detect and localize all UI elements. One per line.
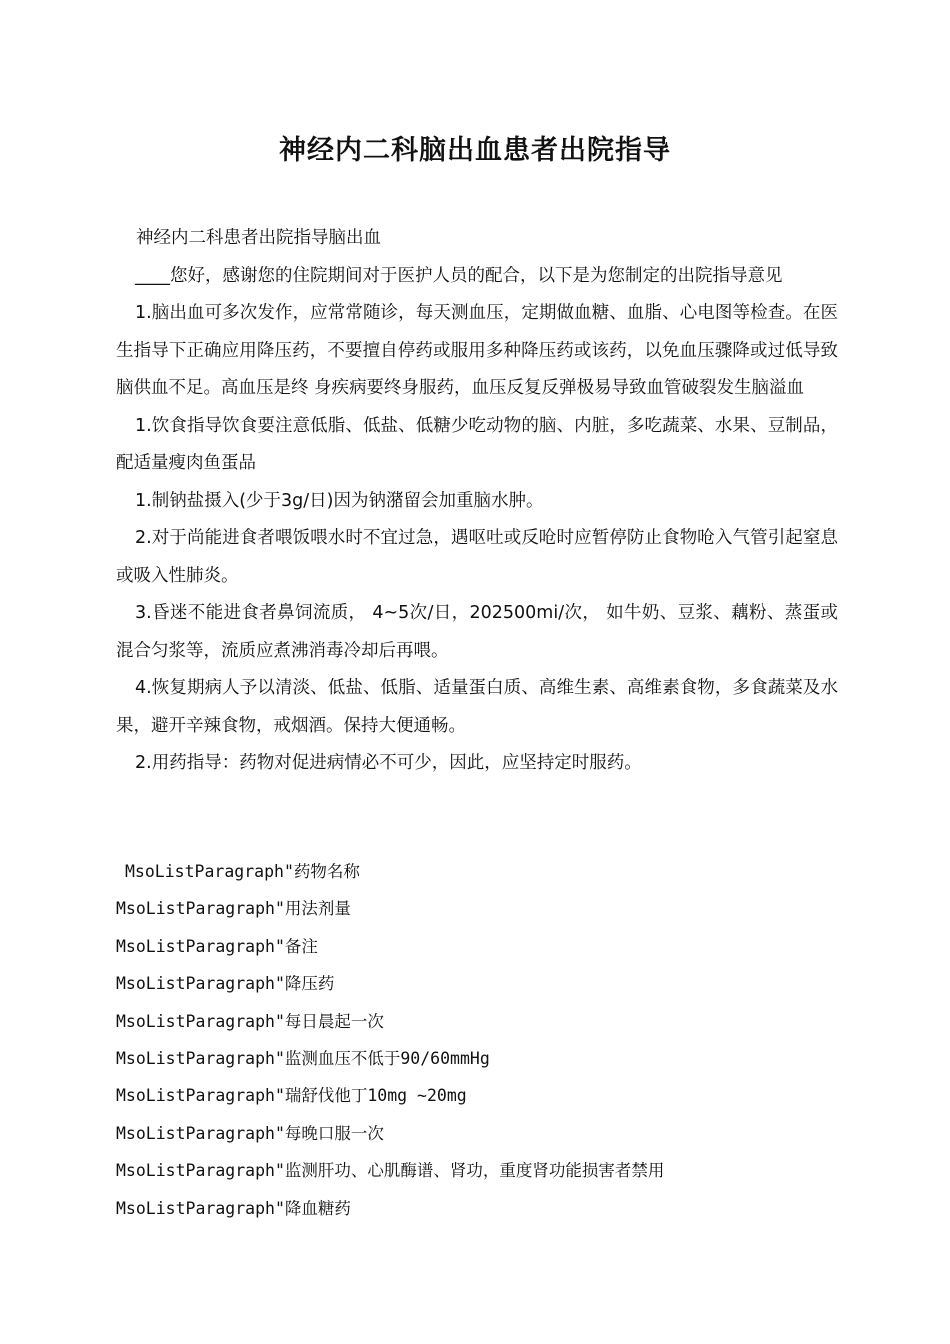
- list-item: MsoListParagraph"降压药: [116, 974, 335, 994]
- list-item: MsoListParagraph"备注: [116, 936, 318, 956]
- paragraph-recovery: 4.恢复期病人予以清淡、低盐、低脂、适量蛋白质、高维生素、高维素食物，多食蔬菜及水果，避开辛辣食物，戒烟酒。保持大便通畅。: [116, 678, 838, 736]
- list-item: MsoListParagraph"监测肝功、心肌酶谱、肾功，重度肾功能损害者禁用: [116, 1161, 665, 1181]
- paragraph-medication: 2.用药指导：药物对促进病情必不可少，因此，应坚持定时服药。: [135, 753, 642, 773]
- medication-list: [116, 853, 838, 1227]
- list-item: MsoListParagraph"每日晨起一次: [116, 1011, 384, 1031]
- paragraph-heading: 神经内二科患者出院指导脑出血: [136, 228, 381, 248]
- list-item: MsoListParagraph"用法剂量: [116, 899, 351, 919]
- list-item: MsoListParagraph"监测血压不低于90/60mmHg: [116, 1049, 490, 1069]
- list-item: MsoListParagraph"每晚口服一次: [116, 1123, 384, 1143]
- paragraph-feeding: 2.对于尚能进食者喂饭喂水时不宜过急，遇呕吐或反呛时应暂停防止食物呛入气管引起窒息或吸入性肺炎。: [116, 528, 838, 586]
- paragraph-diet: 1.饮食指导饮食要注意低脂、低盐、低糖少吃动物的脑、内脏，多吃蔬菜、水果、豆制品，配适量瘦肉鱼蛋品: [116, 415, 838, 473]
- paragraph-follow-up: 1.脑出血可多次发作，应常常随诊，每天测血压，定期做血糖、血脂、心电图等检查。在医生指导下正确应用降压药，不要擅自停药或服用多种降压药或该药，以免血压骤降或过低导致脑供血不足。高血压是终 身疾病要终身服药，血压反复反弹极易导致血管破裂发生脑溢血: [116, 303, 838, 398]
- list-item: MsoListParagraph"瑞舒伐他丁10mg ~20mg: [116, 1086, 467, 1106]
- document-title: 神经内二科脑出血患者出院指导: [279, 135, 671, 166]
- paragraph-nasal-feeding: 3.昏迷不能进食者鼻饲流质， 4~5次/日，202500mi/次， 如牛奶、豆浆、藕粉、蒸蛋或混合匀浆等，流质应煮沸消毒冷却后再喂。: [116, 603, 838, 661]
- paragraph-greeting: ____您好，感谢您的住院期间对于医护人员的配合，以下是为您制定的出院指导意见: [135, 265, 783, 286]
- list-item: MsoListParagraph"降血糖药: [116, 1198, 351, 1218]
- document-body: [116, 220, 838, 783]
- paragraph-salt: 1.制钠盐摄入(少于3g/日)因为钠潴留会加重脑水肿。: [135, 490, 544, 511]
- list-item: MsoListParagraph"药物名称: [125, 862, 360, 881]
